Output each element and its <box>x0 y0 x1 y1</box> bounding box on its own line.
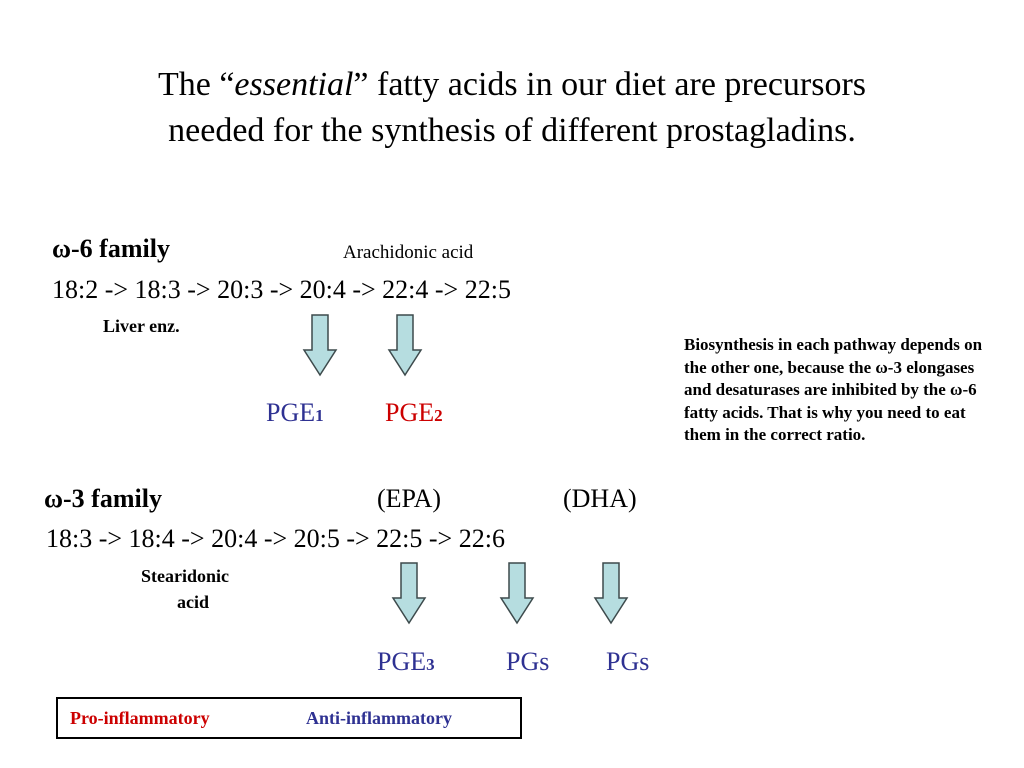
slide-title <box>0 62 1024 154</box>
omega3-product-pgs-1: PGs <box>506 647 550 676</box>
omega6-product-pge1: PGE1 <box>266 398 324 427</box>
title-emphasis: essential <box>234 66 354 103</box>
epa-label: (EPA) <box>377 484 442 513</box>
omega3-arrow-pgs-2 <box>594 562 628 624</box>
omega6-arrow-pge2 <box>388 314 422 376</box>
omega6-chain: 18:2 -> 18:3 -> 20:3 -> 20:4 -> 22:4 -> 22:5 <box>52 275 511 304</box>
omega6-family-label: ω-6 family <box>52 234 170 263</box>
omega6-product-pge2: PGE2 <box>385 398 443 427</box>
title-line-1: The “essential” fatty acids in our diet are precursors <box>157 66 867 103</box>
omega3-product-pge3: PGE3 <box>377 647 435 676</box>
omega3-product-pgs-2: PGs <box>606 647 650 676</box>
omega3-arrow-pge3 <box>392 562 426 624</box>
liver-enzyme-label: Liver enz. <box>103 316 180 336</box>
title-line-2: needed for the synthesis of different prostagladins. <box>168 112 856 149</box>
dha-label: (DHA) <box>563 484 637 513</box>
omega6-arrow-pge1 <box>303 314 337 376</box>
stearidonic-acid-label-1: Stearidonic <box>141 566 229 586</box>
omega3-family-label: ω-3 family <box>44 484 162 513</box>
legend-anti-inflammatory: Anti-inflammatory <box>306 708 452 728</box>
stearidonic-acid-label-2: acid <box>177 592 210 612</box>
omega3-arrow-pgs-1 <box>500 562 534 624</box>
legend-box <box>56 697 522 739</box>
omega3-chain: 18:3 -> 18:4 -> 20:4 -> 20:5 -> 22:5 -> 22:6 <box>46 524 505 553</box>
arachidonic-acid-label: Arachidonic acid <box>343 242 474 263</box>
side-note: Biosynthesis in each pathway depends on the other one, because the ω-3 elongases and desaturases are inhibited by the ω-6 fatty acids. That is why you need to eat them in the correct ratio. <box>684 335 983 444</box>
legend-pro-inflammatory: Pro-inflammatory <box>70 708 210 728</box>
